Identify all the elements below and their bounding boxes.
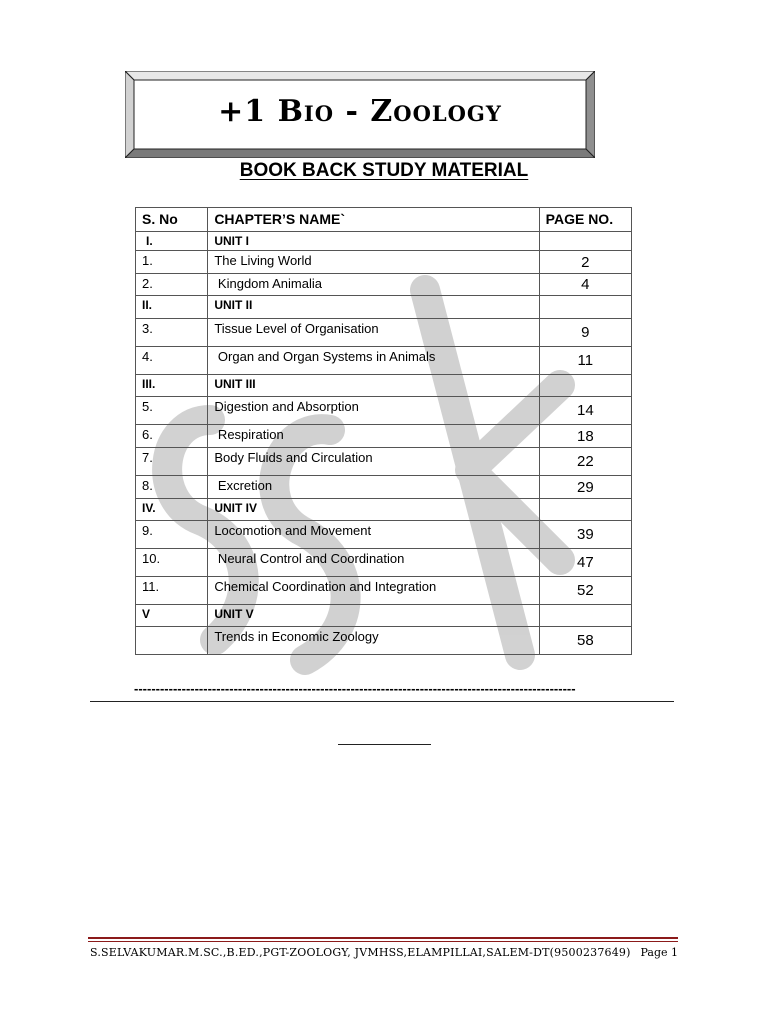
row-page: 9: [539, 319, 631, 347]
row-number: 3.: [136, 319, 208, 347]
row-number: 5.: [136, 397, 208, 425]
row-page: 2: [539, 251, 631, 274]
subtitle: [0, 160, 768, 182]
row-page: [539, 605, 631, 627]
row-page: 18: [539, 425, 631, 448]
row-number: 4.: [136, 347, 208, 375]
table-row: [136, 375, 632, 397]
row-page: 14: [539, 397, 631, 425]
row-chapter: Tissue Level of Organisation: [208, 319, 539, 347]
table-row: [136, 296, 632, 319]
row-chapter: Trends in Economic Zoology: [208, 627, 539, 655]
table-row: [136, 476, 632, 499]
table-row: [136, 448, 632, 476]
row-chapter: Excretion: [208, 476, 539, 499]
table-row: [136, 499, 632, 521]
row-page: [539, 499, 631, 521]
row-page: 4: [539, 274, 631, 296]
header-sno: S. No: [136, 208, 208, 232]
row-chapter: UNIT I: [208, 232, 539, 251]
row-number: II.: [136, 296, 208, 319]
row-chapter: Chemical Coordination and Integration: [208, 577, 539, 605]
contents-table: [135, 207, 632, 655]
table-row: [136, 319, 632, 347]
row-number: IV.: [136, 499, 208, 521]
table-header-row: [136, 208, 632, 232]
row-page: 52: [539, 577, 631, 605]
short-rule: [338, 744, 431, 745]
footer-rule-thick: [88, 937, 678, 939]
row-chapter: UNIT II: [208, 296, 539, 319]
table-row: [136, 232, 632, 251]
row-chapter: Digestion and Absorption: [208, 397, 539, 425]
row-number: 6.: [136, 425, 208, 448]
row-page: 47: [539, 549, 631, 577]
horizontal-rule: [90, 701, 674, 702]
title-frame: [125, 71, 595, 158]
row-page: [539, 296, 631, 319]
row-number: I.: [136, 232, 208, 251]
row-chapter: Respiration: [208, 425, 539, 448]
table-row: [136, 425, 632, 448]
footer-rule-thin: [88, 941, 678, 942]
table-row: [136, 274, 632, 296]
subtitle-text: BOOK BACK STUDY MATERIAL: [239, 160, 529, 181]
row-chapter: Neural Control and Coordination: [208, 549, 539, 577]
row-number: [136, 627, 208, 655]
row-number: III.: [136, 375, 208, 397]
header-chapter-name: CHAPTER’S NAME`: [208, 208, 539, 232]
row-page: 58: [539, 627, 631, 655]
header-page-no: PAGE NO.: [539, 208, 631, 232]
table-row: [136, 549, 632, 577]
row-page: 11: [539, 347, 631, 375]
row-number: V: [136, 605, 208, 627]
table-row: [136, 577, 632, 605]
row-chapter: Organ and Organ Systems in Animals: [208, 347, 539, 375]
row-chapter: UNIT V: [208, 605, 539, 627]
row-page: [539, 232, 631, 251]
footer-page-number: Page 1: [640, 946, 678, 959]
row-number: 7.: [136, 448, 208, 476]
row-number: 11.: [136, 577, 208, 605]
table-row: [136, 251, 632, 274]
table-row: [136, 521, 632, 549]
row-number: 8.: [136, 476, 208, 499]
row-page: 22: [539, 448, 631, 476]
row-chapter: Locomotion and Movement: [208, 521, 539, 549]
row-number: 9.: [136, 521, 208, 549]
dashed-separator: ------------------------------------------------------------------------------------------------------: [134, 681, 576, 696]
row-number: 2.: [136, 274, 208, 296]
row-number: 1.: [136, 251, 208, 274]
row-number: 10.: [136, 549, 208, 577]
row-chapter: Body Fluids and Circulation: [208, 448, 539, 476]
row-page: 39: [539, 521, 631, 549]
row-page: 29: [539, 476, 631, 499]
row-page: [539, 375, 631, 397]
row-chapter: UNIT III: [208, 375, 539, 397]
row-chapter: UNIT IV: [208, 499, 539, 521]
table-row: [136, 627, 632, 655]
table-row: [136, 397, 632, 425]
table-row: [136, 605, 632, 627]
document-title: +1 Bio - Zoology: [218, 94, 502, 129]
row-chapter: Kingdom Animalia: [208, 274, 539, 296]
row-chapter: The Living World: [208, 251, 539, 274]
table-row: [136, 347, 632, 375]
footer-author: S.SELVAKUMAR.M.SC.,B.ED.,PGT-ZOOLOGY, JVMHSS,ELAMPILLAI,SALEM-DT(9500237649): [90, 946, 631, 959]
